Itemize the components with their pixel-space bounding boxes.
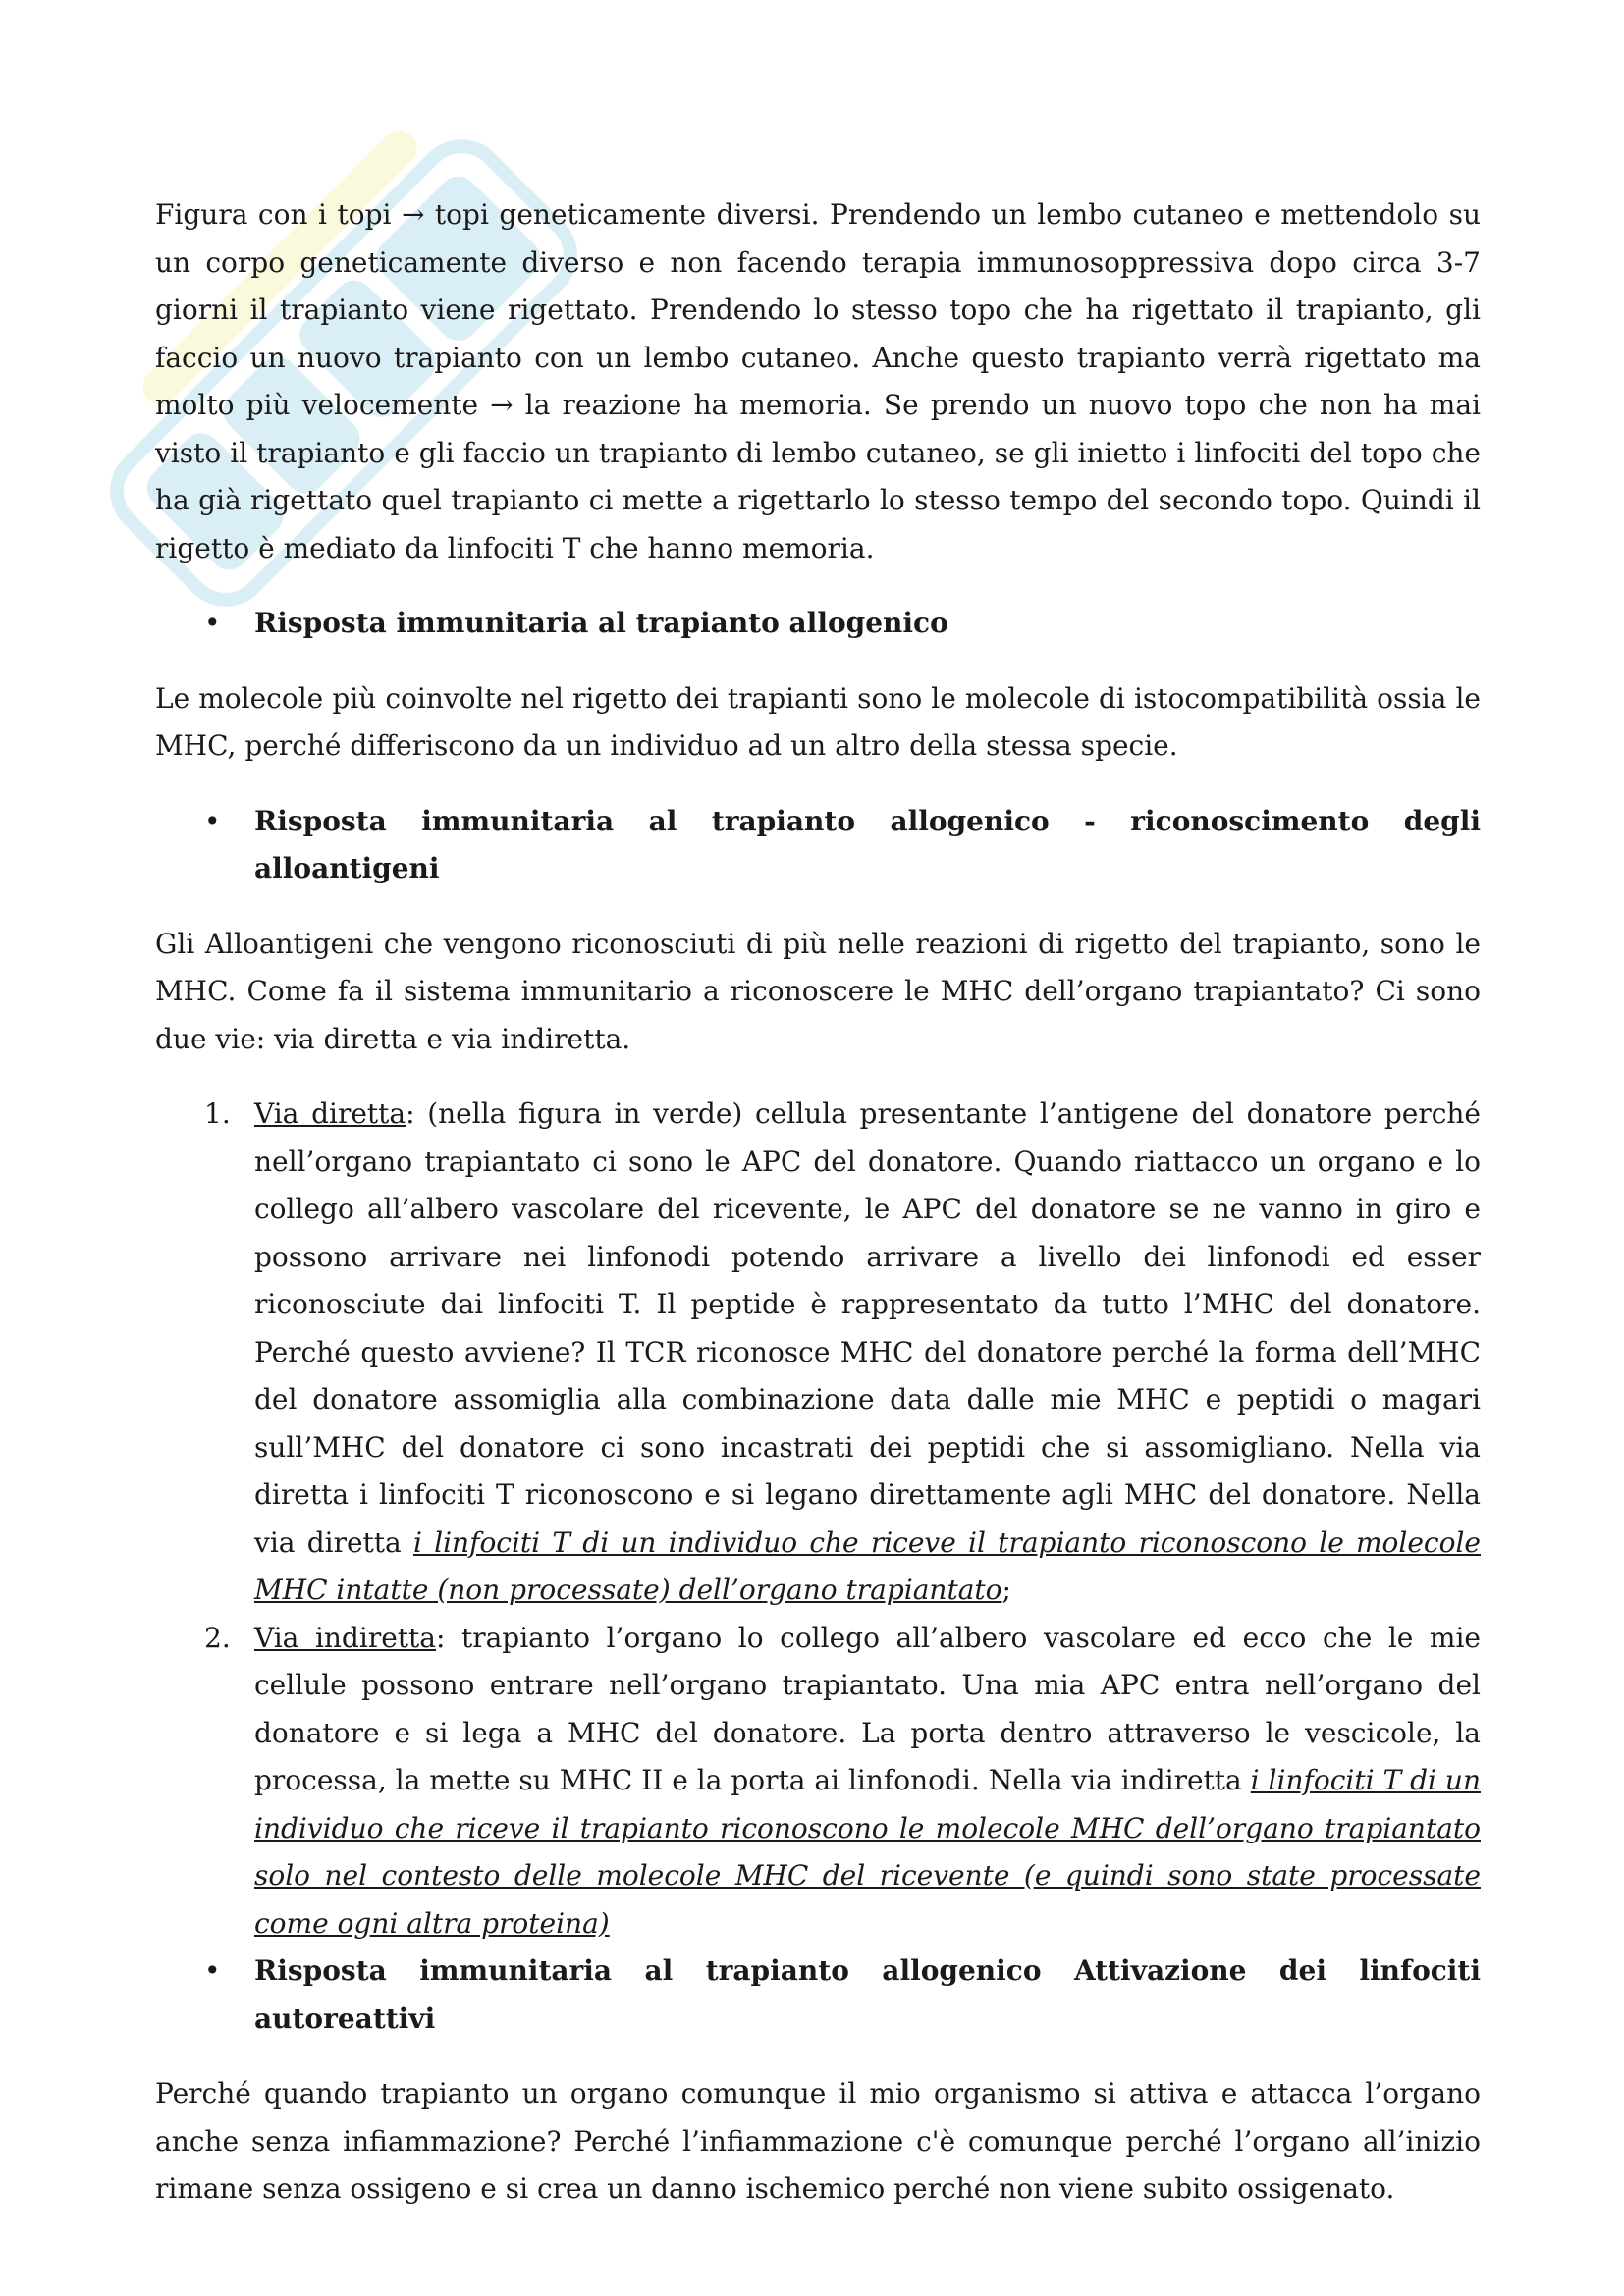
intro-paragraph: Figura con i topi → topi geneticamente diversi. Prendendo un lembo cutaneo e mettendolo su un corpo geneticamente diverso e non facendo terapia immunosoppressiva dopo circa 3-7 giorni il trapianto viene rigettato. Prendendo lo stesso topo che ha rigettato il trapianto, gli faccio un nuovo trapianto con un lembo cutaneo. Anche questo trapianto verrà rigettato ma molto più velocemente → la reazione ha memoria. Se prendo un nuovo topo che non ha mai visto il trapianto e gli faccio un trapianto di lembo cutaneo, se gli inietto i linfociti del topo che ha già rigettato quel trapianto ci mette a rigettarlo lo stesso tempo del secondo topo. Quindi il rigetto è mediato da linfociti T che hanno memoria.: [155, 198, 1481, 564]
heading-text: Risposta immunitaria al trapianto allogenico - riconoscimento degli alloantigeni: [254, 804, 1481, 884]
bullet-icon: •: [204, 607, 221, 639]
heading-trapianto-allogenico: [155, 600, 1481, 648]
heading-text: Risposta immunitaria al trapianto allogenico Attivazione dei linfociti autoreattivi: [254, 1954, 1481, 2035]
document-page: [155, 191, 1481, 2241]
item-tail: ;: [1001, 1574, 1011, 1606]
alloantigeni-paragraph: Gli Alloantigeni che vengono riconosciuti di più nelle reazioni di rigetto del trapianto, sono le MHC. Come fa il sistema immunitario a riconoscere le MHC dell’organo trapiantato? Ci sono due vie: via diretta e via indiretta.: [155, 927, 1481, 1055]
final-paragraph: Perché quando trapianto un organo comunque il mio organismo si attiva e attacca l’organo anche senza infiammazione? Perché l’infiammazione c'è comunque perché l’organo all’inizio rimane senza ossigeno e si crea un danno ischemico perché non viene subito ossigenato.: [155, 2077, 1481, 2205]
list-number: 1.: [204, 1097, 231, 1130]
term-via-diretta: Via diretta: [254, 1097, 406, 1130]
bullet-icon: •: [204, 1954, 221, 1987]
list-item-via-indiretta: [155, 1615, 1481, 1949]
term-via-indiretta: Via indiretta: [254, 1621, 436, 1654]
emphasis-text: i linfociti T di un individuo che riceve il trapianto riconoscono le molecole MHC intatte (non processate) dell’organo trapiantato: [254, 1525, 1481, 1606]
item-text: : (nella figura in verde) cellula presentante l’antigene del donatore perché nell’organo trapiantato ci sono le APC del donatore. Quando riattacco un organo e lo collego all’albero vascolare del ricevente, le APC del donatore se ne vanno in giro e possono arrivare nei linfonodi potendo arrivare a livello dei linfonodi ed esser riconosciute dai linfociti T. Il peptide è rappresentato da tutto l’MHC del donatore. Perché questo avviene? Il TCR riconosce MHC del donatore perché la forma dell’MHC del donatore assomiglia alla combinazione data dalle mie MHC e peptidi o magari sull’MHC del donatore ci sono incastrati dei peptidi che si assomigliano. Nella via diretta i linfociti T riconoscono e si legano direttamente agli MHC del donatore. Nella via diretta: [254, 1097, 1482, 1559]
item-text: : trapianto l’organo lo collego all’albero vascolare ed ecco che le mie cellule possono entrare nell’organo trapiantato. Una mia APC entra nell’organo del donatore e si lega a MHC del donatore. La porta dentro attraverso le vescicole, la processa, la mette su MHC II e la porta ai linfonodi. Nella via indiretta: [254, 1621, 1482, 1796]
list-item-via-diretta: [155, 1091, 1481, 1615]
molecole-paragraph: Le molecole più coinvolte nel rigetto dei trapianti sono le molecole di istocompatibilità ossia le MHC, perché differiscono da un individuo ad un altro della stessa specie.: [155, 681, 1481, 762]
bullet-icon: •: [204, 804, 221, 837]
vie-list: [155, 1091, 1481, 1948]
list-number: 2.: [204, 1621, 231, 1654]
heading-text: Risposta immunitaria al trapianto allogenico: [254, 607, 948, 639]
emphasis-text: i linfociti T di un individuo che riceve il trapianto riconoscono le molecole MHC dell’organo trapiantato solo nel contesto delle molecole MHC del ricevente (e quindi sono state processate come ogni altra proteina): [254, 1764, 1481, 1940]
heading-linfociti-autoreattivi: [155, 1948, 1481, 2043]
heading-riconoscimento-alloantigeni: [155, 798, 1481, 893]
